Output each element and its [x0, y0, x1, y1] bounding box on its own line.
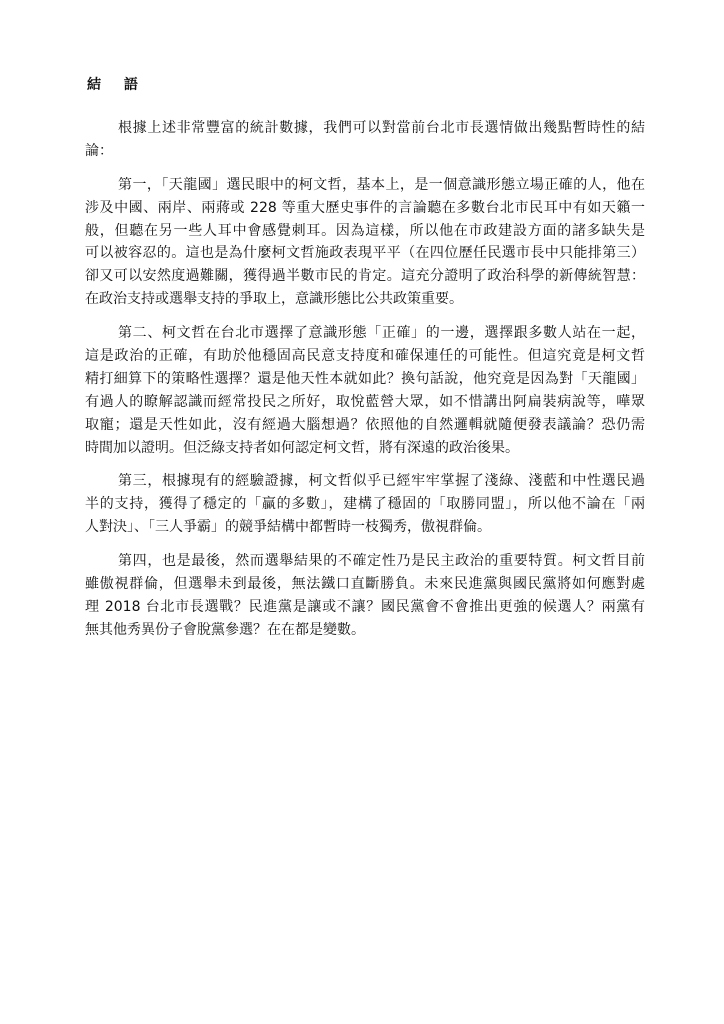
paragraph [85, 470, 645, 539]
paragraph-line: 可以被容忍的。這也是為什麼柯文哲施政表現平平（在四位歷任民選市長中只能排第三） [85, 245, 645, 262]
paragraph-line: 精打細算下的策略性選擇？還是他天性本就如此？換句話說，他究竟是因為對「天龍國」 [85, 370, 645, 387]
paragraph-line: 人對決」、「三人爭霸」的競爭結構中都暫時一枝獨秀，傲視群倫。 [85, 519, 491, 536]
paragraph-line: 取寵；還是天性如此，沒有經過大腦想過？依照他的自然邏輯就隨便發表議論？恐仍需 [85, 416, 645, 433]
paragraph-line: 理 2018 台北市長選戰？民進黨是讓或不讓？國民黨會不會推出更強的候選人？兩黨有 [85, 598, 645, 615]
paragraph-line: 第二、柯文哲在台北市選擇了意識形態「正確」的一邊，選擇跟多數人站在一起， [118, 325, 645, 342]
paragraph-line: 第三，根據現有的經驗證據，柯文哲似乎已經牢牢掌握了淺綠、淺藍和中性選民過 [118, 473, 645, 490]
paragraph-line: 第一，「天龍國」選民眼中的柯文哲，基本上，是一個意識形態立場正確的人，他在 [118, 176, 645, 193]
paragraph-line: 第四，也是最後，然而選舉結果的不確定性乃是民主政治的重要特質。柯文哲目前 [118, 553, 645, 570]
section-heading: 結 語 [87, 77, 147, 93]
paragraph [85, 117, 645, 163]
paragraph-line: 時間加以證明。但泛綠支持者如何認定柯文哲，將有深遠的政治後果。 [85, 439, 519, 456]
paragraph-line: 有過人的瞭解認識而經常投民之所好，取悅藍營大眾，如不惜講出阿扁裝病說等，嘩眾 [85, 393, 645, 410]
paragraph-line: 雖傲視群倫，但選舉未到最後，無法鐵口直斷勝負。未來民進黨與國民黨將如何應對處 [85, 576, 645, 593]
paragraph-line: 無其他秀異份子會脫黨參選？在在都是變數。 [85, 621, 365, 638]
paragraph-line: 半的支持，獲得了穩定的「贏的多數」，建構了穩固的「取勝同盟」，所以他不論在「兩 [85, 496, 645, 513]
paragraph-line: 般，但聽在另一些人耳中會感覺刺耳。因為這樣，所以他在市政建設方面的諸多缺失是 [85, 222, 645, 239]
paragraph [85, 174, 645, 311]
document-body [85, 117, 645, 653]
paragraph-line: 這是政治的正確，有助於他穩固高民意支持度和確保連任的可能性。但這究竟是柯文哲 [85, 348, 645, 365]
paragraph-line: 論： [85, 142, 113, 159]
paragraph [85, 322, 645, 459]
paragraph-line: 根據上述非常豐富的統計數據，我們可以對當前台北市長選情做出幾點暫時性的結 [118, 120, 645, 136]
paragraph-line: 涉及中國、兩岸、兩蔣或 228 等重大歷史事件的言論聽在多數台北市民耳中有如天籟一 [85, 199, 645, 216]
paragraph [85, 550, 645, 642]
paragraph-line: 在政治支持或選舉支持的爭取上，意識形態比公共政策重要。 [85, 291, 463, 308]
paragraph-line: 卻又可以安然度過難關，獲得過半數市民的肯定。這充分證明了政治科學的新傳統智慧： [85, 268, 645, 285]
